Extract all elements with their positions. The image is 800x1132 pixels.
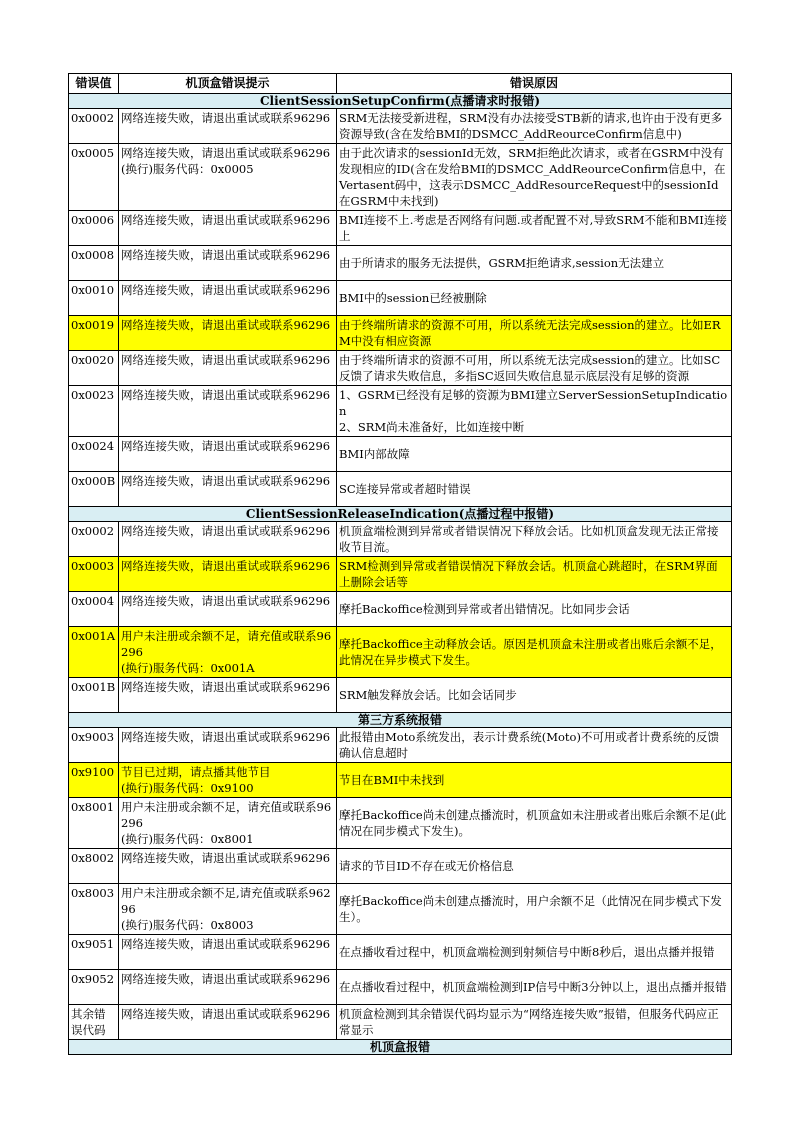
error-code-cell: 0x0002 bbox=[69, 522, 119, 557]
error-code-cell: 其余错误代码 bbox=[69, 1005, 119, 1040]
error-reason-cell: 由于此次请求的sessionId无效，SRM拒绝此次请求，或者在GSRM中没有发现相应的ID(含在发给BMI的DSMCC_AddReourceConfirm信息中，在Vertasent码中，这表示DSMCC_AddResourceRequest中的sessionId在GSRM中未找到) bbox=[337, 144, 732, 211]
table-row bbox=[69, 627, 732, 678]
table-row bbox=[69, 798, 732, 849]
error-code-cell: 0x001A bbox=[69, 627, 119, 678]
stb-prompt-cell: 网络连接失败，请退出重试或联系96296 bbox=[119, 522, 337, 557]
table-row bbox=[69, 970, 732, 1005]
stb-prompt-cell: 网络连接失败，请退出重试或联系96296 bbox=[119, 935, 337, 970]
error-reason-cell: 摩托Backoffice尚未创建点播流时，机顶盒如未注册或者出账后余额不足(此情况在同步模式下发生)。 bbox=[337, 798, 732, 849]
error-code-cell: 0x0023 bbox=[69, 386, 119, 437]
table-row bbox=[69, 386, 732, 437]
error-reason-cell: SRM检测到异常或者错误情况下释放会话。机顶盒心跳超时，在SRM界面上删除会话等 bbox=[337, 557, 732, 592]
error-code-cell: 0x8002 bbox=[69, 849, 119, 884]
stb-prompt-cell: 网络连接失败，请退出重试或联系96296 bbox=[119, 316, 337, 351]
header-code: 错误值 bbox=[69, 74, 119, 94]
table-row bbox=[69, 728, 732, 763]
table-row bbox=[69, 472, 732, 507]
table-row bbox=[69, 351, 732, 386]
header-row bbox=[69, 74, 732, 94]
section-title: 机顶盒报错 bbox=[69, 1040, 732, 1055]
error-reason-cell: 机顶盒检测到其余错误代码均显示为“网络连接失败”报错，但服务代码应正常显示 bbox=[337, 1005, 732, 1040]
section-header-row bbox=[69, 713, 732, 728]
error-reason-cell: 由于终端所请求的资源不可用，所以系统无法完成session的建立。比如ERM中没有相应资源 bbox=[337, 316, 732, 351]
table-body bbox=[69, 94, 732, 1055]
table-row bbox=[69, 522, 732, 557]
error-reason-cell: 请求的节目ID不存在或无价格信息 bbox=[337, 849, 732, 884]
stb-prompt-cell: 网络连接失败，请退出重试或联系96296 bbox=[119, 557, 337, 592]
header-prompt: 机顶盒错误提示 bbox=[119, 74, 337, 94]
error-reason-cell: 节目在BMI中未找到 bbox=[337, 763, 732, 798]
table-row bbox=[69, 935, 732, 970]
section-title: 第三方系统报错 bbox=[69, 713, 732, 728]
table-row bbox=[69, 211, 732, 246]
stb-prompt-cell: 网络连接失败，请退出重试或联系96296 (换行)服务代码：0x0005 bbox=[119, 144, 337, 211]
error-reason-cell: 摩托Backoffice检测到异常或者出错情况。比如同步会话 bbox=[337, 592, 732, 627]
error-reason-cell: 由于终端所请求的资源不可用，所以系统无法完成session的建立。比如SC反馈了请求失败信息，多指SC返回失败信息显示底层没有足够的资源 bbox=[337, 351, 732, 386]
stb-prompt-cell: 用户未注册或余额不足,请充值或联系96296 (换行)服务代码：0x8003 bbox=[119, 884, 337, 935]
error-reason-cell: 在点播收看过程中，机顶盒端检测到IP信号中断3分钟以上，退出点播并报错 bbox=[337, 970, 732, 1005]
stb-prompt-cell: 网络连接失败，请退出重试或联系96296 bbox=[119, 386, 337, 437]
error-code-cell: 0x0019 bbox=[69, 316, 119, 351]
error-code-cell: 0x0002 bbox=[69, 109, 119, 144]
error-code-cell: 0x9051 bbox=[69, 935, 119, 970]
error-reason-cell: SRM触发释放会话。比如会话同步 bbox=[337, 678, 732, 713]
stb-prompt-cell: 网络连接失败，请退出重试或联系96296 bbox=[119, 246, 337, 281]
error-code-cell: 0x0008 bbox=[69, 246, 119, 281]
error-reason-cell: 在点播收看过程中，机顶盒端检测到射频信号中断8秒后，退出点播并报错 bbox=[337, 935, 732, 970]
stb-prompt-cell: 网络连接失败，请退出重试或联系96296 bbox=[119, 351, 337, 386]
error-reason-cell: 摩托Backoffice尚未创建点播流时，用户余额不足（此情况在同步模式下发生）。 bbox=[337, 884, 732, 935]
error-code-cell: 0x0006 bbox=[69, 211, 119, 246]
error-reason-cell: 1、GSRM已经没有足够的资源为BMI建立ServerSessionSetupIndication 2、SRM尚未准备好，比如连接中断 bbox=[337, 386, 732, 437]
stb-prompt-cell: 网络连接失败，请退出重试或联系96296 bbox=[119, 211, 337, 246]
error-code-cell: 0x8001 bbox=[69, 798, 119, 849]
section-title: ClientSessionReleaseIndication(点播过程中报错) bbox=[69, 507, 732, 522]
table-row bbox=[69, 144, 732, 211]
stb-prompt-cell: 网络连接失败，请退出重试或联系96296 bbox=[119, 970, 337, 1005]
stb-prompt-cell: 网络连接失败，请退出重试或联系96296 bbox=[119, 849, 337, 884]
error-code-cell: 0x000B bbox=[69, 472, 119, 507]
error-reason-cell: BMI中的session已经被删除 bbox=[337, 281, 732, 316]
table-row bbox=[69, 437, 732, 472]
error-reason-cell: BMI连接不上.考虑是否网络有问题.或者配置不对,导致SRM不能和BMI连接上 bbox=[337, 211, 732, 246]
table-row bbox=[69, 592, 732, 627]
header-reason: 错误原因 bbox=[337, 74, 732, 94]
table-row bbox=[69, 557, 732, 592]
stb-prompt-cell: 网络连接失败，请退出重试或联系96296 bbox=[119, 592, 337, 627]
table-row bbox=[69, 281, 732, 316]
error-reason-cell: BMI内部故障 bbox=[337, 437, 732, 472]
error-code-cell: 0x9003 bbox=[69, 728, 119, 763]
error-reason-cell: 此报错由Moto系统发出，表示计费系统(Moto)不可用或者计费系统的反馈确认信息超时 bbox=[337, 728, 732, 763]
stb-prompt-cell: 用户未注册或余额不足，请充值或联系96296 (换行)服务代码：0x8001 bbox=[119, 798, 337, 849]
error-code-cell: 0x9052 bbox=[69, 970, 119, 1005]
error-code-cell: 0x9100 bbox=[69, 763, 119, 798]
stb-prompt-cell: 网络连接失败，请退出重试或联系96296 bbox=[119, 437, 337, 472]
error-code-cell: 0x0004 bbox=[69, 592, 119, 627]
stb-prompt-cell: 网络连接失败，请退出重试或联系96296 bbox=[119, 472, 337, 507]
section-header-row bbox=[69, 94, 732, 109]
error-code-cell: 0x001B bbox=[69, 678, 119, 713]
section-header-row bbox=[69, 1040, 732, 1055]
stb-prompt-cell: 网络连接失败，请退出重试或联系96296 bbox=[119, 678, 337, 713]
table-row bbox=[69, 246, 732, 281]
section-title: ClientSessionSetupConfirm(点播请求时报错) bbox=[69, 94, 732, 109]
section-header-row bbox=[69, 507, 732, 522]
error-code-cell: 0x0024 bbox=[69, 437, 119, 472]
error-code-table bbox=[68, 73, 732, 1055]
stb-prompt-cell: 网络连接失败，请退出重试或联系96296 bbox=[119, 281, 337, 316]
table-row bbox=[69, 884, 732, 935]
error-reason-cell: SRM无法接受新进程，SRM没有办法接受STB新的请求,也许由于没有更多资源导致(含在发给BMI的DSMCC_AddReourceConfirm信息中) bbox=[337, 109, 732, 144]
table-row bbox=[69, 109, 732, 144]
error-reason-cell: SC连接异常或者超时错误 bbox=[337, 472, 732, 507]
error-reason-cell: 摩托Backoffice主动释放会话。原因是机顶盒未注册或者出账后余额不足，此情况在异步模式下发生。 bbox=[337, 627, 732, 678]
error-code-sheet bbox=[68, 73, 731, 1055]
error-code-cell: 0x0010 bbox=[69, 281, 119, 316]
table-row bbox=[69, 849, 732, 884]
stb-prompt-cell: 网络连接失败，请退出重试或联系96296 bbox=[119, 1005, 337, 1040]
error-code-cell: 0x0005 bbox=[69, 144, 119, 211]
table-row bbox=[69, 763, 732, 798]
error-code-cell: 0x0003 bbox=[69, 557, 119, 592]
error-code-cell: 0x8003 bbox=[69, 884, 119, 935]
error-code-cell: 0x0020 bbox=[69, 351, 119, 386]
error-reason-cell: 由于所请求的服务无法提供，GSRM拒绝请求,session无法建立 bbox=[337, 246, 732, 281]
stb-prompt-cell: 网络连接失败，请退出重试或联系96296 bbox=[119, 109, 337, 144]
stb-prompt-cell: 用户未注册或余额不足，请充值或联系96296 (换行)服务代码：0x001A bbox=[119, 627, 337, 678]
error-reason-cell: 机顶盒端检测到异常或者错误情况下释放会话。比如机顶盒发现无法正常接收节目流。 bbox=[337, 522, 732, 557]
table-row bbox=[69, 678, 732, 713]
stb-prompt-cell: 节目已过期，请点播其他节目 (换行)服务代码：0x9100 bbox=[119, 763, 337, 798]
table-row bbox=[69, 1005, 732, 1040]
stb-prompt-cell: 网络连接失败，请退出重试或联系96296 bbox=[119, 728, 337, 763]
table-row bbox=[69, 316, 732, 351]
